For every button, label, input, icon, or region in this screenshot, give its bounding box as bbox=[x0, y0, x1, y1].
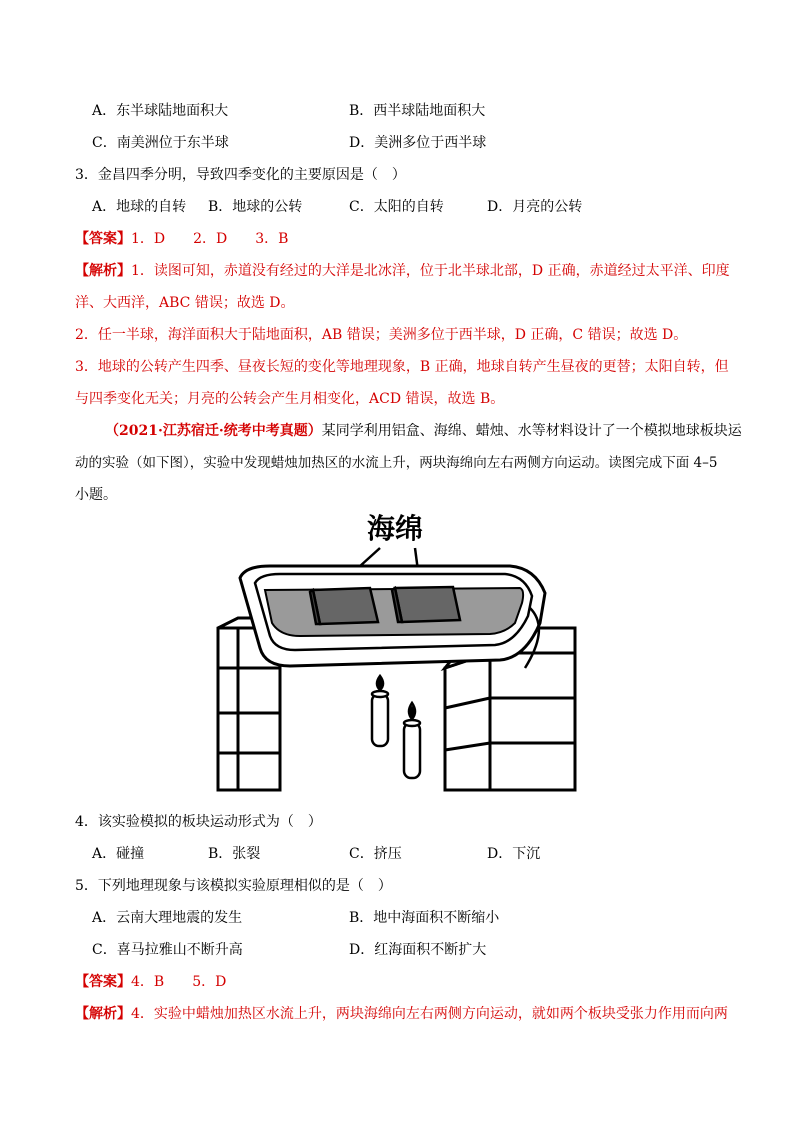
q3-option-b: B．地球的公转 bbox=[208, 199, 303, 215]
answer-block-1 bbox=[75, 230, 288, 248]
q3-option-c: C．太阳的自转 bbox=[349, 199, 444, 215]
experiment-figure bbox=[210, 508, 590, 800]
q3-stem: 3．金昌四季分明，导致四季变化的主要原因是（ ） bbox=[75, 167, 406, 183]
q4-option-a: A．碰撞 bbox=[92, 846, 145, 862]
intro-line-3: 小题。 bbox=[75, 487, 117, 503]
q5-option-b: B．地中海面积不断缩小 bbox=[349, 910, 500, 926]
candle-right bbox=[404, 703, 420, 778]
answer-tag: 【答案】 bbox=[75, 231, 131, 247]
intro-line-2: 动的实验（如下图），实验中发现蜡烛加热区的水流上升，两块海绵向左右两侧方向运动。读图完成下面 4–5 bbox=[75, 455, 718, 471]
analysis-text: 4．实验中蜡烛加热区水流上升，两块海绵向左右两侧方向运动，就如两个板块受张力作用而向两 bbox=[131, 1006, 728, 1022]
analysis-line-2: 洋、大西洋，ABC 错误；故选 D。 bbox=[75, 295, 295, 311]
analysis-line-4: 3．地球的公转产生四季、昼夜长短的变化等地理现象，B 正确，地球自转产生昼夜的更替；太阳自转，但 bbox=[75, 359, 729, 375]
candle-left bbox=[372, 676, 388, 746]
q4-option-c: C．挤压 bbox=[349, 846, 402, 862]
analysis-line-3: 2．任一半球，海洋面积大于陆地面积，AB 错误；美洲多位于西半球，D 正确，C 错误；故选 D。 bbox=[75, 327, 688, 343]
q4-option-d: D．下沉 bbox=[487, 846, 541, 862]
q5-option-a: A．云南大理地震的发生 bbox=[92, 910, 243, 926]
q2-option-b: B．西半球陆地面积大 bbox=[349, 103, 486, 119]
q5-stem: 5．下列地理现象与该模拟实验原理相似的是（ ） bbox=[75, 878, 392, 894]
analysis-line-5: 与四季变化无关；月亮的公转会产生月相变化，ACD 错误，故选 B。 bbox=[75, 391, 505, 407]
answer-text: 4．B 5．D bbox=[131, 974, 227, 990]
aluminum-tray bbox=[240, 566, 545, 668]
intro-line-1 bbox=[105, 422, 742, 440]
q2-option-d: D．美洲多位于西半球 bbox=[349, 135, 487, 151]
intro-text: 某同学利用铝盒、海绵、蜡烛、水等材料设计了一个模拟地球板块运 bbox=[321, 423, 742, 439]
source-tag: （2021·江苏宿迁·统考中考真题） bbox=[105, 423, 322, 439]
q3-option-d: D．月亮的公转 bbox=[487, 199, 583, 215]
experiment-diagram bbox=[210, 508, 590, 800]
analysis-tag: 【解析】 bbox=[75, 1006, 131, 1022]
analysis-line-1 bbox=[75, 262, 730, 280]
answer-text: 1．D 2．D 3．B bbox=[131, 231, 289, 247]
q2-option-c: C．南美洲位于东半球 bbox=[92, 135, 229, 151]
q5-option-d: D．红海面积不断扩大 bbox=[349, 942, 487, 958]
q2-option-a: A．东半球陆地面积大 bbox=[92, 103, 229, 119]
q4-stem: 4．该实验模拟的板块运动形式为（ ） bbox=[75, 814, 322, 830]
analysis-text: 1．读图可知，赤道没有经过的大洋是北冰洋，位于北半球北部，D 正确，赤道经过太平洋、印度 bbox=[131, 263, 730, 279]
analysis-block-2 bbox=[75, 1005, 728, 1023]
sponge-left bbox=[310, 588, 378, 624]
analysis-tag: 【解析】 bbox=[75, 263, 131, 279]
q4-option-b: B．张裂 bbox=[208, 846, 261, 862]
q5-option-c: C．喜马拉雅山不断升高 bbox=[92, 942, 243, 958]
answer-tag: 【答案】 bbox=[75, 974, 131, 990]
sponge-label: 海绵 bbox=[366, 512, 424, 545]
answer-block-2 bbox=[75, 973, 226, 991]
sponge-right bbox=[392, 587, 460, 622]
q3-option-a: A．地球的自转 bbox=[92, 199, 187, 215]
